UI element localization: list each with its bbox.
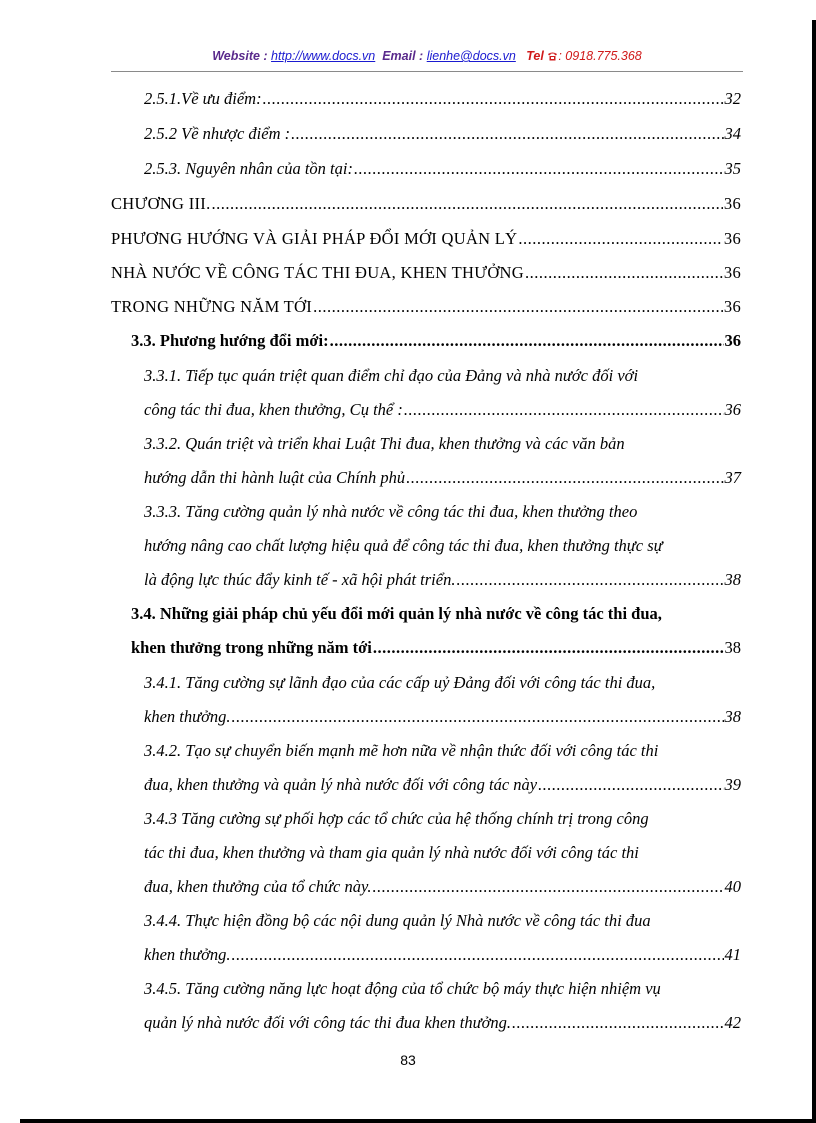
toc-entry-text: 3.4.2. Tạo sự chuyển biến mạnh mẽ hơn nữa về nhận thức đối với công tác thi — [144, 741, 659, 760]
toc-entry-text: hướng nâng cao chất lượng hiệu quả để công tác thi đua, khen thưởng thực sự — [144, 536, 663, 555]
toc-entry-text: khen thưởng. — [144, 945, 231, 964]
toc-leader-dots — [232, 945, 724, 965]
tel-number: : 0918.775.368 — [558, 49, 642, 63]
toc-page-number: 34 — [724, 124, 741, 143]
toc-entry-3-3-2[interactable] — [144, 434, 741, 488]
email-link[interactable]: lienhe@docs.vn — [426, 49, 516, 63]
toc-entry-text: 3.3.3. Tăng cường quản lý nhà nước về công tác thi đua, khen thưởng theo — [144, 502, 638, 521]
toc-entry-text: đua, khen thưởng và quản lý nhà nước đối với công tác này — [144, 775, 538, 794]
page-shadow-right — [812, 20, 816, 1123]
toc-entry-text: 3.4. Những giải pháp chủ yếu đổi mới quản lý nhà nước về công tác thi đua, — [131, 604, 662, 623]
toc-leader-dots — [525, 263, 723, 283]
toc-leader-dots — [212, 194, 723, 214]
toc-page-number: 37 — [724, 468, 741, 487]
email-separator: : — [415, 49, 427, 63]
toc-entry-3-4[interactable] — [131, 604, 741, 658]
toc-page-number: 36 — [723, 229, 741, 248]
toc-page-number: 32 — [724, 89, 741, 108]
toc-page-number: 36 — [724, 400, 741, 419]
toc-entry-text: 2.5.2 Về nhược điểm : — [144, 124, 291, 143]
toc-leader-dots — [406, 468, 723, 488]
phone-icon — [547, 50, 558, 60]
toc-entry-2-5-1[interactable] — [144, 89, 741, 109]
toc-entry-text: PHƯƠNG HƯỚNG VÀ GIẢI PHÁP ĐỔI MỚI QUẢN LÝ — [111, 229, 518, 248]
page-number: 83 — [400, 1052, 416, 1068]
toc-leader-dots — [330, 331, 724, 351]
toc-entry-text: hướng dẫn thi hành luật của Chính phủ — [144, 468, 406, 487]
toc-entry-3-4-3[interactable] — [144, 809, 741, 897]
toc-entry-chapter-3-title-2[interactable] — [111, 263, 741, 283]
toc-page-number: 42 — [724, 1013, 741, 1032]
toc-entry-text: công tác thi đua, khen thưởng, Cụ thể : — [144, 400, 403, 419]
website-separator: : — [259, 49, 272, 63]
toc-entry-text: 3.3. Phương hướng đổi mới: — [131, 331, 329, 350]
toc-entry-text: NHÀ NƯỚC VỀ CÔNG TÁC THI ĐUA, KHEN THƯỞNG — [111, 263, 524, 282]
toc-entry-3-3[interactable] — [131, 331, 741, 351]
toc-entry-3-4-5[interactable] — [144, 979, 741, 1033]
toc-entry-text: 3.4.5. Tăng cường năng lực hoạt động của tổ chức bộ máy thực hiện nhiệm vụ — [144, 979, 661, 998]
toc-entry-text: khen thưởng trong những năm tới — [131, 638, 372, 657]
toc-entry-chapter-3-title-3[interactable] — [111, 297, 741, 317]
toc-leader-dots — [373, 877, 724, 897]
toc-entry-chapter-3-title-1[interactable] — [111, 229, 741, 249]
toc-entry-text: 3.3.1. Tiếp tục quán triệt quan điểm chỉ đạo của Đảng và nhà nước đối với — [144, 366, 639, 385]
toc-entry-3-3-3[interactable] — [144, 502, 741, 590]
toc-entry-text: 2.5.3. Nguyên nhân của tồn tại: — [144, 159, 353, 178]
toc-entry-text: 3.4.3 Tăng cường sự phối hợp các tổ chức của hệ thống chính trị trong công — [144, 809, 649, 828]
tel-label: Tel — [526, 49, 544, 63]
toc-entry-3-4-1[interactable] — [144, 673, 741, 727]
toc-entry-text: 3.4.4. Thực hiện đồng bộ các nội dung quản lý Nhà nước về công tác thi đua — [144, 911, 651, 930]
toc-leader-dots — [373, 638, 724, 658]
toc-entry-text: là động lực thúc đẩy kinh tế - xã hội phát triển. — [144, 570, 456, 589]
toc-page-number: 38 — [724, 707, 741, 726]
toc-page-number: 36 — [724, 331, 741, 350]
toc-leader-dots — [263, 89, 724, 109]
toc-page-number: 36 — [723, 297, 741, 316]
toc-entry-text: đua, khen thưởng của tổ chức này. — [144, 877, 372, 896]
toc-entry-2-5-2[interactable] — [144, 124, 741, 144]
toc-leader-dots — [404, 400, 724, 420]
toc-entry-text: TRONG NHỮNG NĂM TỚI — [111, 297, 313, 316]
toc-entry-text: 3.4.1. Tăng cường sự lãnh đạo của các cấp uỷ Đảng đối với công tác thi đua, — [144, 673, 656, 692]
toc-leader-dots — [291, 124, 723, 144]
toc-entry-2-5-3[interactable] — [144, 159, 741, 179]
toc-page-number: 35 — [724, 159, 741, 178]
toc-page-number: 38 — [724, 570, 741, 589]
toc-page-number: 41 — [724, 945, 741, 964]
toc-leader-dots — [313, 297, 723, 317]
toc-page-number: 39 — [724, 775, 741, 794]
website-link[interactable]: http://www.docs.vn — [271, 49, 376, 63]
toc-page-number: 36 — [723, 263, 741, 282]
page-shadow-bottom — [20, 1119, 816, 1123]
toc-entry-text: khen thưởng. — [144, 707, 231, 726]
toc-entry-3-4-4[interactable] — [144, 911, 741, 965]
toc-leader-dots — [456, 570, 723, 590]
toc-leader-dots — [512, 1013, 723, 1033]
toc-leader-dots — [538, 775, 723, 795]
toc-page-number: 38 — [724, 638, 741, 657]
toc-entry-chapter-3[interactable] — [111, 194, 741, 214]
toc-leader-dots — [354, 159, 724, 179]
toc-entry-text: 2.5.1.Về ưu điểm: — [144, 89, 262, 108]
toc-entry-text: CHƯƠNG III. — [111, 194, 211, 213]
toc-entry-text: quản lý nhà nước đối với công tác thi đua khen thưởng. — [144, 1013, 512, 1032]
toc-page-number: 40 — [724, 877, 741, 896]
email-label: Email — [382, 49, 416, 63]
toc-entry-text: tác thi đua, khen thưởng và tham gia quản lý nhà nước đối với công tác thi — [144, 843, 639, 862]
toc-page-number: 36 — [723, 194, 741, 213]
toc-entry-text: 3.3.2. Quán triệt và triển khai Luật Thi đua, khen thưởng và các văn bản — [144, 434, 625, 453]
toc-leader-dots — [232, 707, 724, 727]
toc-entry-3-3-1[interactable] — [144, 366, 741, 420]
toc-leader-dots — [518, 229, 722, 249]
website-label: Website — [212, 49, 260, 63]
toc-entry-3-4-2[interactable] — [144, 741, 741, 795]
page-header — [111, 49, 743, 72]
